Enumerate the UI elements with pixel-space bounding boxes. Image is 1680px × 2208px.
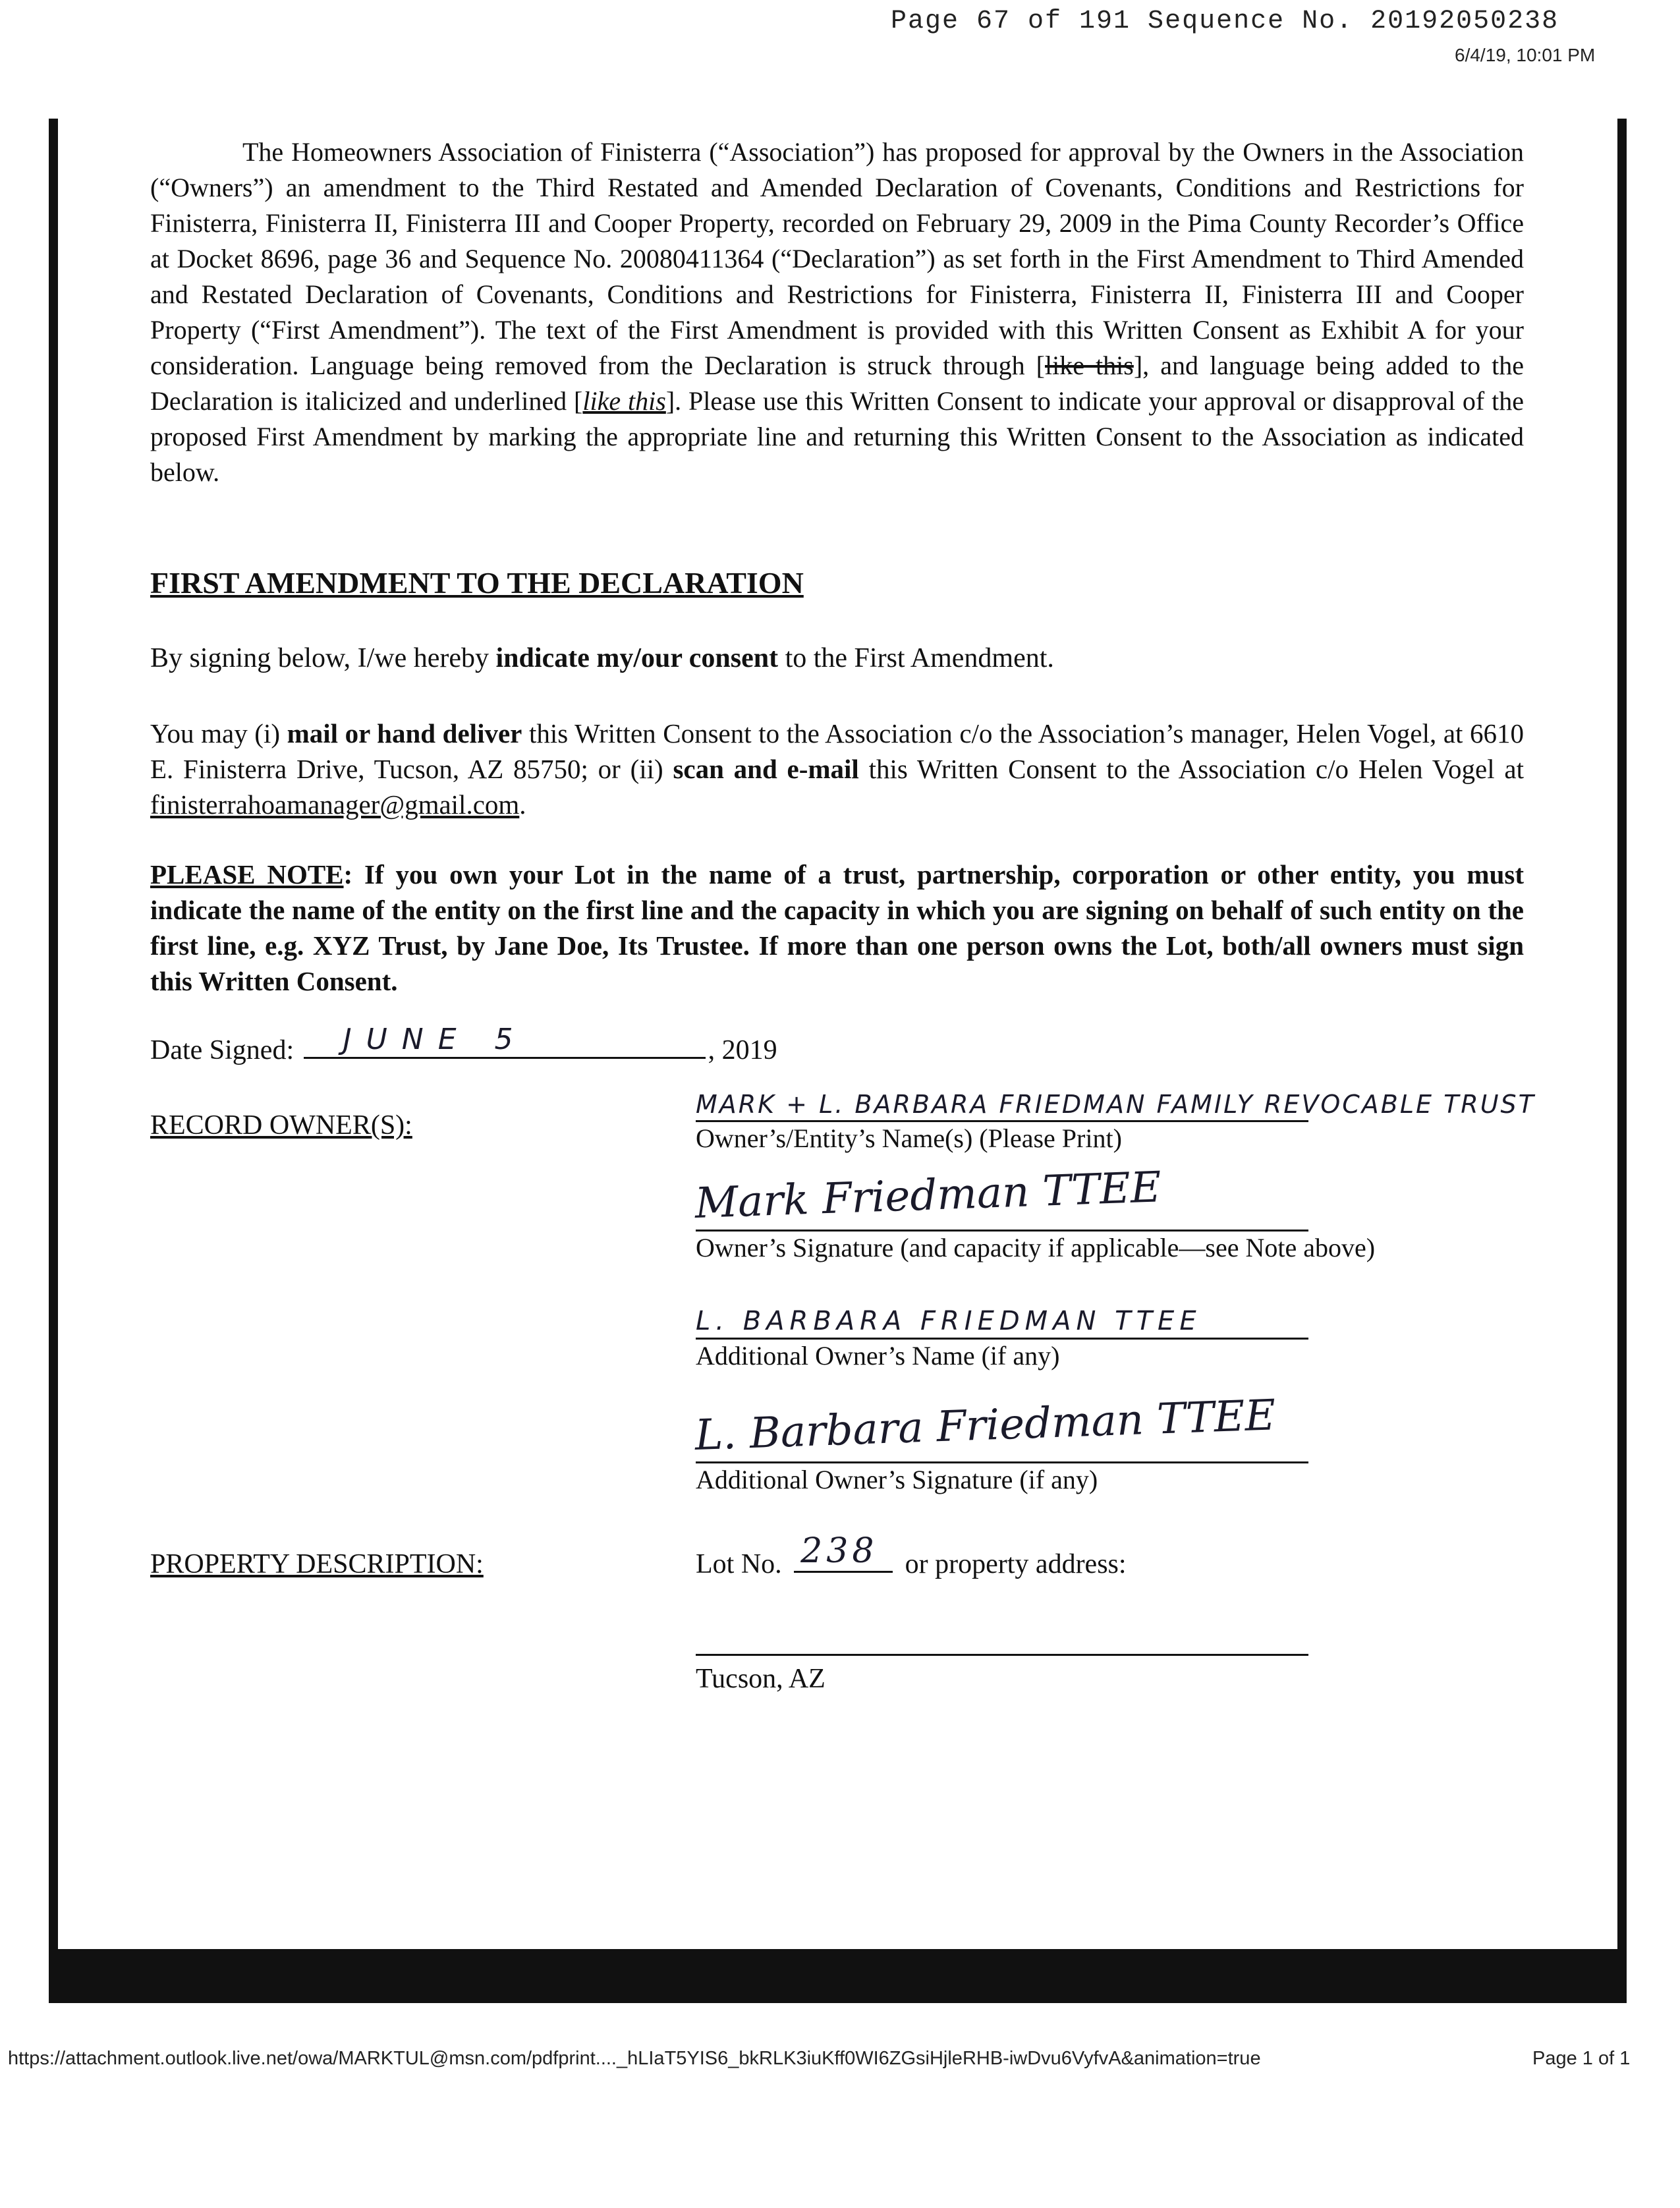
consent-statement bbox=[150, 640, 1524, 676]
footer-page-number: Page 1 of 1 bbox=[1532, 2048, 1631, 2069]
additional-owner-signature-field[interactable] bbox=[696, 1390, 1308, 1496]
date-signed-label: Date Signed: bbox=[150, 1035, 294, 1065]
intro-paragraph bbox=[150, 134, 1524, 490]
consent-bold: indicate my/our consent bbox=[495, 643, 779, 673]
owner-name-handwriting: MARK + L. BARBARA FRIEDMAN FAMILY REVOCABLE TRUST bbox=[696, 1090, 1536, 1119]
owner-signature-field[interactable] bbox=[694, 1163, 1376, 1264]
delivery-bold-2: scan and e-mail bbox=[673, 754, 859, 784]
print-timestamp: 6/4/19, 10:01 PM bbox=[1455, 45, 1596, 65]
owner-name-caption: Owner’s/Entity’s Name(s) (Please Print) bbox=[696, 1123, 1122, 1153]
owner-signature: Mark Friedman TTEE bbox=[694, 1163, 1162, 1228]
additional-owner-name-field[interactable] bbox=[696, 1305, 1308, 1373]
scan-border-left bbox=[49, 119, 58, 2003]
footer-url: https://attachment.outlook.live.net/owa/MARKTUL@msn.com/pdfprint...._hLIaT5YIS6_bkRLK3iuKff0WI6ZGsiHjleRHB-iwDvu6VyfvA&animation=true bbox=[8, 2048, 1261, 2069]
record-owners-label: RECORD OWNER(S): bbox=[150, 1110, 412, 1141]
owner-signature-caption: Owner’s Signature (and capacity if applicable—see Note above) bbox=[696, 1233, 1376, 1262]
owner-name-field[interactable] bbox=[696, 1073, 1536, 1155]
added-example: like this bbox=[582, 386, 666, 416]
property-description-label: PROPERTY DESCRIPTION: bbox=[150, 1549, 484, 1579]
delivery-instructions bbox=[150, 716, 1524, 822]
date-signed-year: , 2019 bbox=[708, 1035, 777, 1065]
lot-label: Lot No. bbox=[696, 1549, 782, 1579]
property-address-label: or property address: bbox=[905, 1549, 1127, 1579]
consent-prefix: By signing below, I/we hereby bbox=[150, 643, 496, 673]
consent-suffix: to the First Amendment. bbox=[778, 643, 1054, 673]
date-signed-field[interactable] bbox=[304, 1023, 706, 1059]
property-city: Tucson, AZ bbox=[696, 1664, 826, 1694]
lot-number-row bbox=[696, 1531, 1127, 1580]
intro-text-end: ]. Please use this Written Consent to indicate your approval or disapproval of the proposed First Amendment by marking the appropriate line and returning this Written Consent to the Association as indicated below. bbox=[150, 386, 1525, 487]
property-address-field[interactable] bbox=[696, 1628, 1308, 1656]
section-heading: FIRST AMENDMENT TO THE DECLARATION bbox=[150, 566, 804, 600]
scan-border-bottom bbox=[49, 1949, 1627, 2003]
sequence-header: Page 67 of 191 Sequence No. 20192050238 bbox=[891, 7, 1559, 36]
additional-owner-signature-caption: Additional Owner’s Signature (if any) bbox=[696, 1465, 1098, 1494]
delivery-bold-1: mail or hand deliver bbox=[287, 718, 522, 749]
please-note bbox=[150, 857, 1524, 999]
manager-email-link[interactable]: finisterrahoamanager@gmail.com bbox=[150, 789, 520, 820]
delivery-text-2: this Written Consent to the Association c/o the Association’s manager, Helen Vogel, at 6610 E. Finisterra Drive, Tucson, AZ 85750; or (ii) bbox=[150, 718, 1525, 784]
delivery-text-1: You may (i) bbox=[150, 718, 287, 749]
additional-owner-name-handwriting: L. BARBARA FRIEDMAN TTEE bbox=[696, 1306, 1202, 1336]
intro-text-middle: ], and language being added to the Declaration is italicized and underlined [ bbox=[150, 351, 1524, 416]
note-text: : If you own your Lot in the name of a trust, partnership, corporation or other entity, you must indicate the name of the entity on the first line and the capacity in which you are signing on behalf of such entity on the first line, e.g. XYZ Trust, by Jane Doe, Its Trustee. If more than one person owns the Lot, both/all owners must sign this Written Consent. bbox=[150, 859, 1524, 996]
lot-number-field[interactable] bbox=[794, 1531, 893, 1573]
additional-owner-name-caption: Additional Owner’s Name (if any) bbox=[696, 1341, 1060, 1371]
strike-example: like this bbox=[1044, 351, 1134, 380]
date-signed-handwriting: JUNE 5 bbox=[343, 1023, 528, 1056]
note-label: PLEASE NOTE bbox=[150, 859, 344, 890]
scan-border-right bbox=[1617, 119, 1627, 2003]
intro-text: The Homeowners Association of Finisterra (“Association”) has proposed for approval by the Owners in the Association (“Owners”) an amendment to the Third Restated and Amended Declaration of Covenants, Conditions and Restrictions for Finisterra, Finisterra II, Finisterra III and Cooper Property, recorded on February 29, 2009 in the Pima County Recorder’s Office at Docket 8696, page 36 and Sequence No. 20080411364 (“Declaration”) as set forth in the First Amendment to Third Amended and Restated Declaration of Covenants, Conditions and Restrictions for Finisterra, Finisterra II, Finisterra III and Cooper Property (“First Amendment”). The text of the First Amendment is provided with this Written Consent as Exhibit A for your consideration. Language being removed from the Declaration is struck through [ bbox=[150, 137, 1524, 380]
delivery-text-4: . bbox=[519, 789, 526, 820]
additional-owner-signature: L. Barbara Friedman TTEE bbox=[694, 1391, 1277, 1460]
lot-number-handwriting: 238 bbox=[800, 1531, 878, 1571]
delivery-text-3: this Written Consent to the Association c/o Helen Vogel at bbox=[858, 754, 1524, 784]
date-signed-row bbox=[150, 1023, 777, 1066]
